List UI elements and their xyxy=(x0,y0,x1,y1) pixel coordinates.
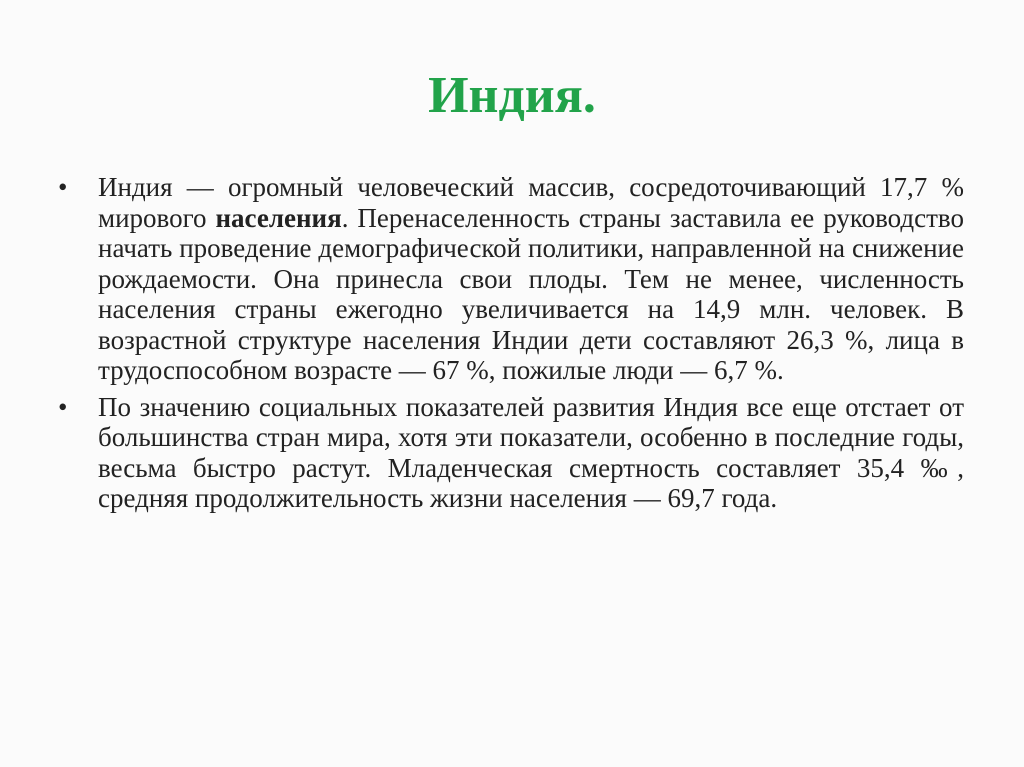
bullet-marker: • xyxy=(58,172,68,202)
bullet-text-end: . Перенаселенность страны заставила ее руководство начать проведение демографической политики, направленной на снижение рождаемости. Она принесла свои плоды. Тем не менее, численность населения страны ежегодно увеличивается на 14,9 млн. человек. В возрастной структуре населения Индии дети составляют 26,3 %, лица в трудоспособном возрасте — 67 %, пожилые люди — 6,7 %. xyxy=(98,202,964,385)
slide-title: Индия. xyxy=(428,67,596,124)
bullet-marker: • xyxy=(58,391,68,422)
bullet-list xyxy=(58,172,964,520)
bullet-text: По значению социальных показателей развития Индия все еще отстает от большинства стран мира, хотя эти показатели, особенно в последние годы, весьма быстро растут. Младенческая смертность составляет 35,4 ‰, средняя продолжительность жизни населения — 69,7 года. xyxy=(98,391,964,513)
bullet-item xyxy=(58,172,964,386)
bullet-item xyxy=(58,392,964,514)
bullet-text-bold: населения xyxy=(215,202,342,233)
bullet-text-start: Индия — огромный человеческий массив, сосредоточивающий 17,7 % мирового xyxy=(98,172,964,233)
